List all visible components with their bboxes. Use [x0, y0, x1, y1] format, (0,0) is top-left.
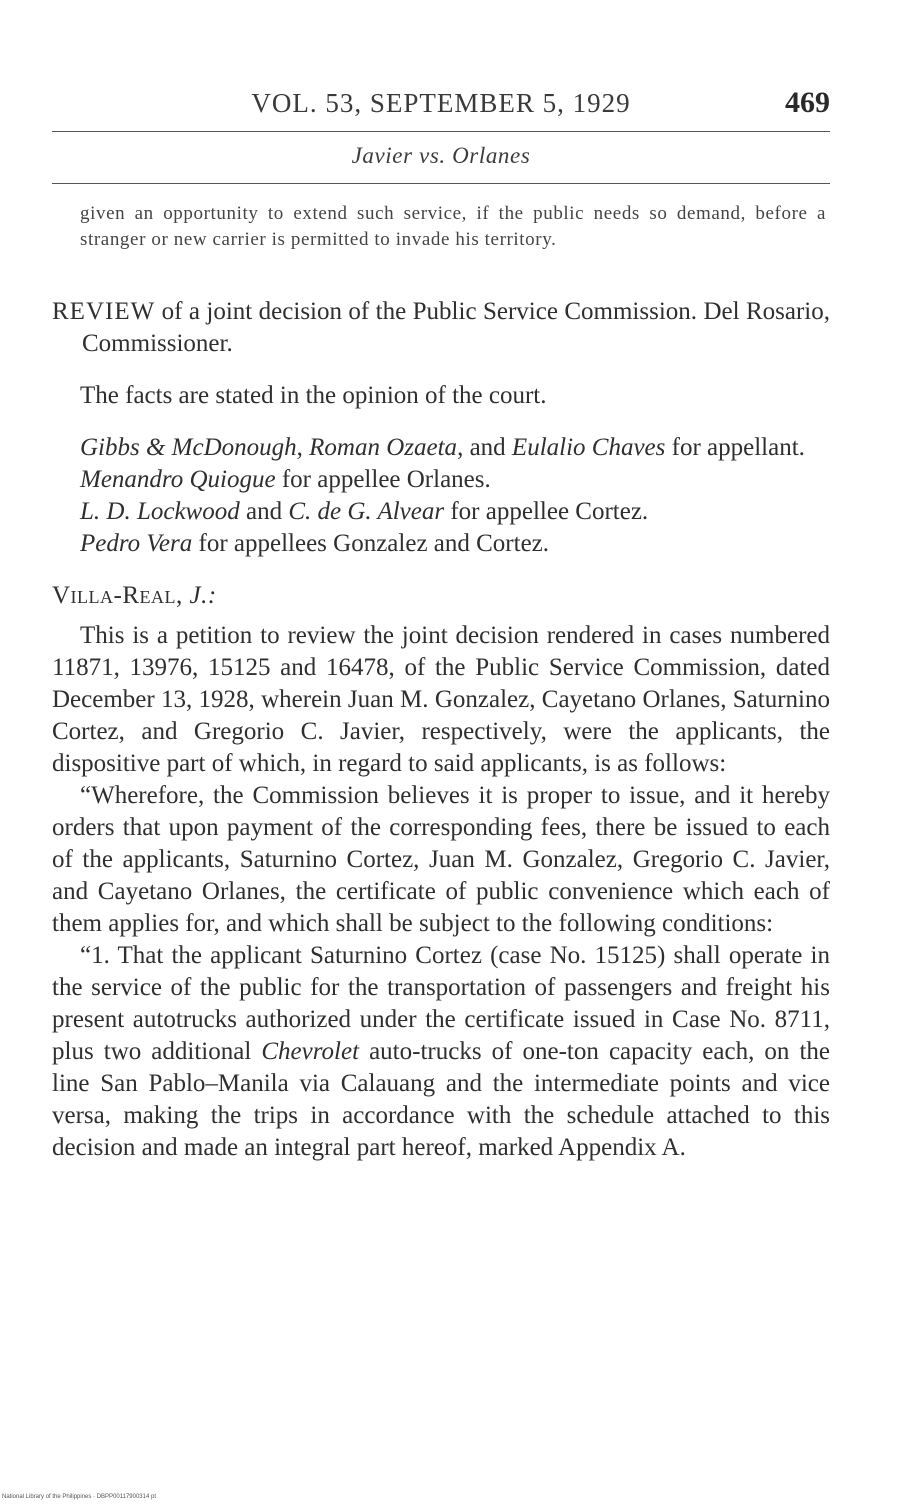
- counsel-name: Pedro Vera: [80, 530, 193, 557]
- counsel-appellant: [52, 432, 830, 464]
- case-title: Javier vs. Orlanes: [351, 143, 531, 168]
- counsel-appellee-cortez: [52, 496, 830, 528]
- review-text: of a joint decision of the Public Service Commission. Del Rosario, Commissioner.: [82, 298, 830, 357]
- counsel-appellee-orlanes: [52, 464, 830, 496]
- counsel-role: for appellee Cortez.: [444, 498, 649, 525]
- syllabus-tail: given an opportunity to extend such service, if the public needs so demand, before a stranger or new carrier is permitted to invade his territory.: [80, 203, 826, 250]
- counsel-name: Roman Ozaeta: [309, 434, 458, 461]
- counsel-name: Eulalio Chaves: [511, 434, 666, 461]
- ponente-separator: ,: [176, 582, 190, 609]
- counsel-separator: and: [239, 498, 289, 525]
- running-head: [52, 88, 830, 128]
- header-rule-bottom: [52, 183, 830, 184]
- counsel-role: for appellees Gonzalez and Cortez.: [192, 530, 550, 557]
- ponente-title: J.:: [189, 582, 217, 609]
- vehicle-brand: Chevrolet: [261, 1038, 360, 1065]
- page-number: 469: [785, 86, 830, 119]
- counsel-name: Gibbs & McDonough: [80, 434, 297, 461]
- header-rule-top: [52, 131, 830, 132]
- condition-text: auto-trucks of one-ton capacity each, on the line San Pablo–Manila via Calauang and the intermediate points and vice versa, making the trips in accordance with the schedule attached to this decision and made an integral part hereof, marked Appendix A.: [52, 1038, 830, 1161]
- counsel-appellees-gonzalez-cortez: [52, 528, 830, 560]
- quoted-condition-1: [52, 940, 830, 1164]
- counsel-name: C. de G. Alvear: [288, 498, 445, 525]
- scan-footer-note: National Library of the Philippines · DBPP00117900314 pt: [2, 1494, 156, 1500]
- counsel-name: Menandro Quiogue: [80, 466, 276, 493]
- quoted-dispositive-paragraph: “Wherefore, the Commission believes it is proper to issue, and it hereby orders that upon payment of the corresponding fees, there be issued to each of the applicants, Saturnino Cortez, Juan M. Gonzalez, Gregorio C. Javier, and Cayetano Orlanes, the certificate of public convenience which each of them applies for, and which shall be subject to the following conditions:: [52, 782, 830, 937]
- review-statement: [52, 296, 830, 360]
- condition-text: “1. That the applicant Saturnino Cortez (case No. 15125) shall operate in the service of the public for the transportation of passengers and freight his present autotrucks authorized under the certificate issued in Case No. 8711, plus two additional: [52, 942, 830, 1065]
- counsel-role: for appellee Orlanes.: [275, 466, 491, 493]
- facts-statement: The facts are stated in the opinion of the court.: [80, 382, 547, 409]
- opinion-body: [52, 296, 830, 1164]
- counsel-separator: ,: [296, 434, 310, 461]
- counsel-role: for appellant.: [665, 434, 805, 461]
- review-lead: REVIEW: [52, 298, 156, 325]
- counsel-name: L. D. Lockwood: [80, 498, 240, 525]
- volume-date-line: VOL. 53, SEPTEMBER 5, 1929: [251, 88, 631, 118]
- counsel-separator: , and: [457, 434, 512, 461]
- ponente: [52, 580, 830, 612]
- ponente-name: Villa-Real: [52, 582, 177, 609]
- opinion-paragraph-1: This is a petition to review the joint decision rendered in cases numbered 11871, 13976, 15125 and 16478, of the Public Service Commission, dated December 13, 1928, wherein Juan M. Gonzalez, Cayetano Orlanes, Saturnino Cortez, and Gregorio C. Javier, respectively, were the applicants, the dispositive part of which, in regard to said applicants, is as follows:: [52, 622, 830, 777]
